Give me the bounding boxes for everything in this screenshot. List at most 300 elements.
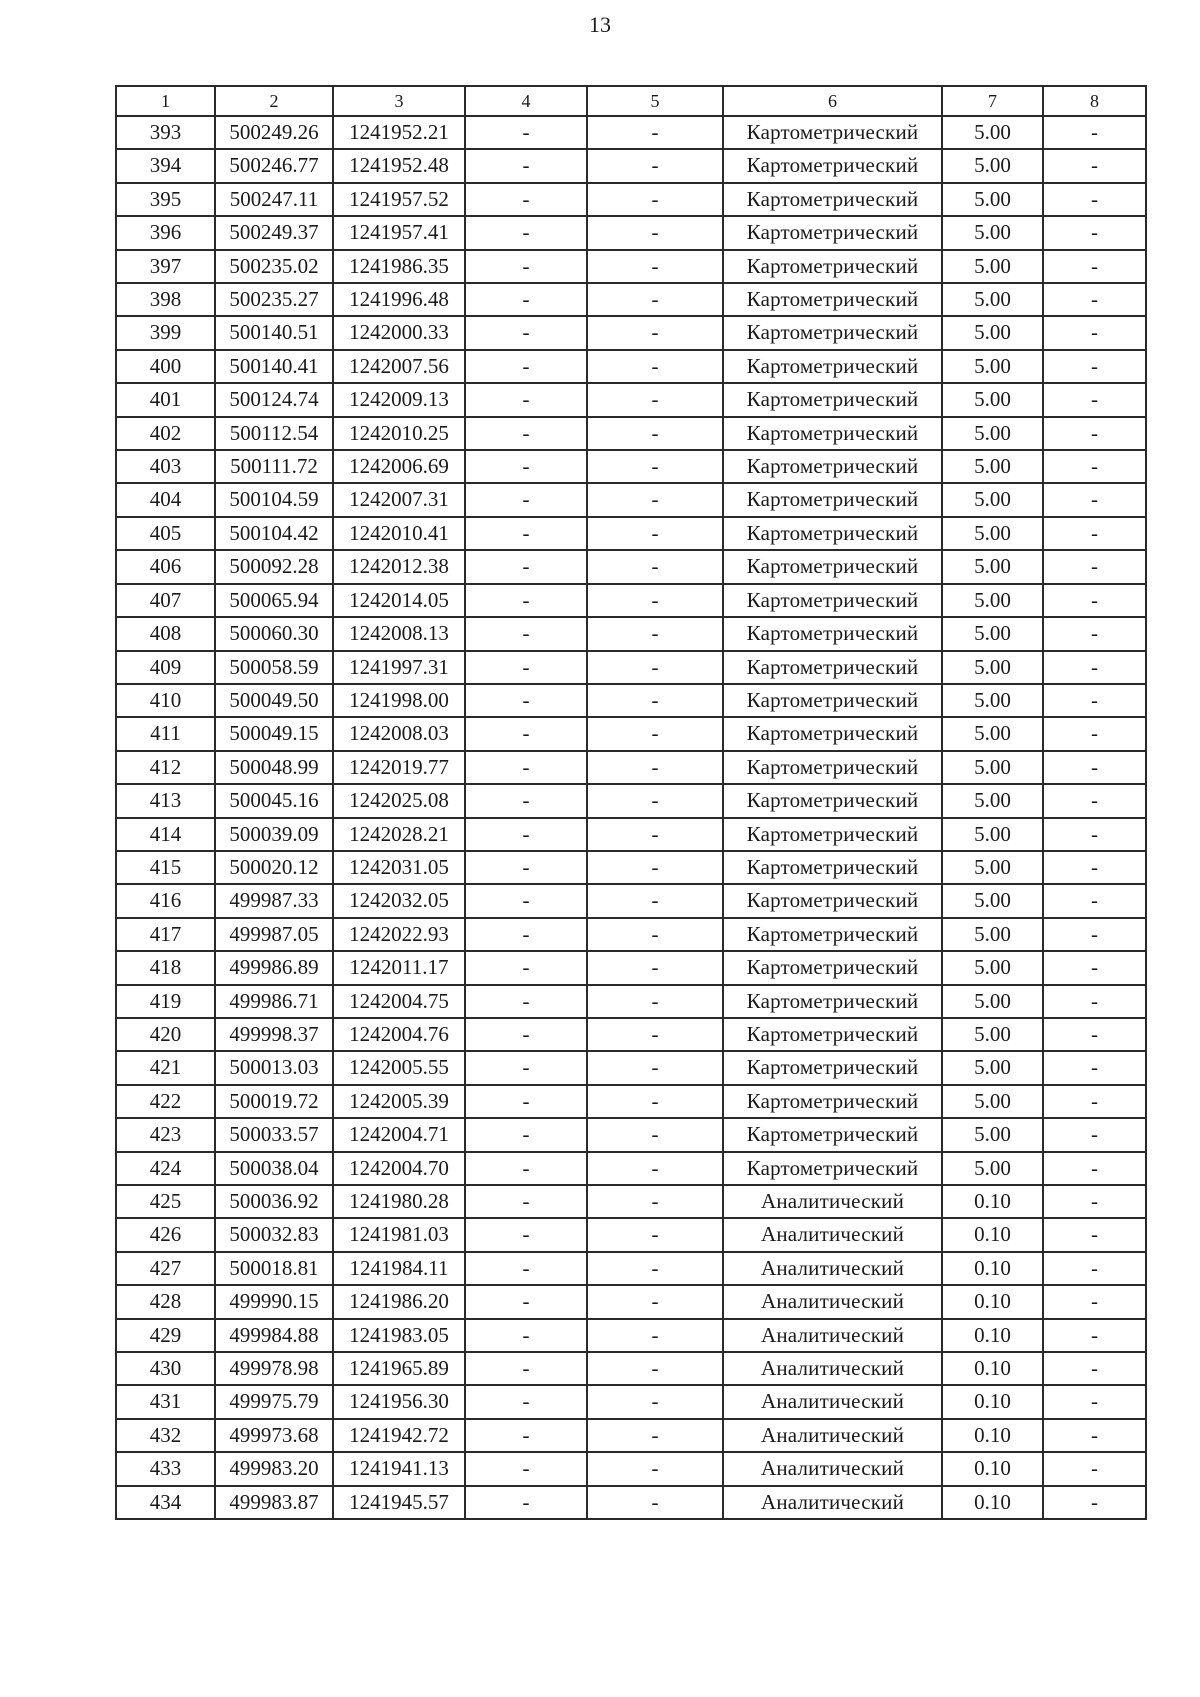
col8-cell: -	[1043, 216, 1146, 249]
col8-cell: -	[1043, 116, 1146, 149]
col5-cell: -	[587, 1486, 723, 1519]
point-number-cell: 396	[116, 216, 215, 249]
col5-cell: -	[587, 584, 723, 617]
point-number-cell: 409	[116, 651, 215, 684]
accuracy-cell: 5.00	[942, 550, 1043, 583]
col5-cell: -	[587, 1319, 723, 1352]
method-cell: Аналитический	[723, 1185, 942, 1218]
col5-cell: -	[587, 818, 723, 851]
x-coordinate-cell: 500249.26	[215, 116, 333, 149]
point-number-cell: 427	[116, 1252, 215, 1285]
x-coordinate-cell: 499984.88	[215, 1319, 333, 1352]
table-row	[116, 383, 1146, 416]
x-coordinate-cell: 500246.77	[215, 149, 333, 182]
y-coordinate-cell: 1241981.03	[333, 1218, 465, 1251]
point-number-cell: 412	[116, 751, 215, 784]
accuracy-cell: 0.10	[942, 1252, 1043, 1285]
x-coordinate-cell: 500140.41	[215, 350, 333, 383]
col8-cell: -	[1043, 684, 1146, 717]
table-row	[116, 250, 1146, 283]
table-row	[116, 1285, 1146, 1318]
column-header-7: 7	[942, 86, 1043, 116]
col5-cell: -	[587, 1085, 723, 1118]
accuracy-cell: 5.00	[942, 751, 1043, 784]
x-coordinate-cell: 499998.37	[215, 1018, 333, 1051]
col5-cell: -	[587, 684, 723, 717]
col8-cell: -	[1043, 584, 1146, 617]
col5-cell: -	[587, 283, 723, 316]
x-coordinate-cell: 499987.05	[215, 918, 333, 951]
col5-cell: -	[587, 1352, 723, 1385]
method-cell: Картометрический	[723, 651, 942, 684]
y-coordinate-cell: 1241942.72	[333, 1419, 465, 1452]
col8-cell: -	[1043, 1385, 1146, 1418]
col5-cell: -	[587, 1018, 723, 1051]
point-number-cell: 399	[116, 316, 215, 349]
y-coordinate-cell: 1242004.75	[333, 985, 465, 1018]
col5-cell: -	[587, 383, 723, 416]
x-coordinate-cell: 499983.20	[215, 1452, 333, 1485]
y-coordinate-cell: 1241998.00	[333, 684, 465, 717]
col4-cell: -	[465, 1218, 587, 1251]
y-coordinate-cell: 1242006.69	[333, 450, 465, 483]
table-row	[116, 116, 1146, 149]
x-coordinate-cell: 500058.59	[215, 651, 333, 684]
col4-cell: -	[465, 918, 587, 951]
accuracy-cell: 5.00	[942, 283, 1043, 316]
col8-cell: -	[1043, 1051, 1146, 1084]
method-cell: Картометрический	[723, 784, 942, 817]
x-coordinate-cell: 500140.51	[215, 316, 333, 349]
method-cell: Картометрический	[723, 1085, 942, 1118]
x-coordinate-cell: 499990.15	[215, 1285, 333, 1318]
y-coordinate-cell: 1241952.21	[333, 116, 465, 149]
col8-cell: -	[1043, 1352, 1146, 1385]
y-coordinate-cell: 1242004.71	[333, 1118, 465, 1151]
y-coordinate-cell: 1241945.57	[333, 1486, 465, 1519]
table-row	[116, 884, 1146, 917]
col5-cell: -	[587, 417, 723, 450]
col4-cell: -	[465, 316, 587, 349]
col4-cell: -	[465, 483, 587, 516]
point-number-cell: 433	[116, 1452, 215, 1485]
x-coordinate-cell: 500049.15	[215, 717, 333, 750]
col5-cell: -	[587, 985, 723, 1018]
col5-cell: -	[587, 250, 723, 283]
table-row	[116, 1385, 1146, 1418]
col8-cell: -	[1043, 1218, 1146, 1251]
y-coordinate-cell: 1241980.28	[333, 1185, 465, 1218]
x-coordinate-cell: 500036.92	[215, 1185, 333, 1218]
table-row	[116, 851, 1146, 884]
y-coordinate-cell: 1241983.05	[333, 1319, 465, 1352]
col5-cell: -	[587, 918, 723, 951]
method-cell: Картометрический	[723, 116, 942, 149]
x-coordinate-cell: 499987.33	[215, 884, 333, 917]
table-row	[116, 316, 1146, 349]
col8-cell: -	[1043, 1018, 1146, 1051]
table-row	[116, 283, 1146, 316]
y-coordinate-cell: 1242004.70	[333, 1152, 465, 1185]
x-coordinate-cell: 500092.28	[215, 550, 333, 583]
col5-cell: -	[587, 651, 723, 684]
x-coordinate-cell: 499973.68	[215, 1419, 333, 1452]
col8-cell: -	[1043, 851, 1146, 884]
accuracy-cell: 5.00	[942, 183, 1043, 216]
col5-cell: -	[587, 316, 723, 349]
y-coordinate-cell: 1242028.21	[333, 818, 465, 851]
method-cell: Картометрический	[723, 283, 942, 316]
method-cell: Аналитический	[723, 1419, 942, 1452]
point-number-cell: 419	[116, 985, 215, 1018]
x-coordinate-cell: 499975.79	[215, 1385, 333, 1418]
point-number-cell: 415	[116, 851, 215, 884]
col8-cell: -	[1043, 283, 1146, 316]
point-number-cell: 402	[116, 417, 215, 450]
x-coordinate-cell: 500045.16	[215, 784, 333, 817]
table-row	[116, 1085, 1146, 1118]
method-cell: Картометрический	[723, 985, 942, 1018]
y-coordinate-cell: 1241986.35	[333, 250, 465, 283]
point-number-cell: 428	[116, 1285, 215, 1318]
col4-cell: -	[465, 1419, 587, 1452]
accuracy-cell: 0.10	[942, 1385, 1043, 1418]
accuracy-cell: 5.00	[942, 116, 1043, 149]
col5-cell: -	[587, 951, 723, 984]
y-coordinate-cell: 1241997.31	[333, 651, 465, 684]
col5-cell: -	[587, 1118, 723, 1151]
method-cell: Аналитический	[723, 1352, 942, 1385]
col8-cell: -	[1043, 1419, 1146, 1452]
method-cell: Картометрический	[723, 149, 942, 182]
col8-cell: -	[1043, 818, 1146, 851]
table-row	[116, 1218, 1146, 1251]
col4-cell: -	[465, 1018, 587, 1051]
col4-cell: -	[465, 617, 587, 650]
x-coordinate-cell: 500020.12	[215, 851, 333, 884]
method-cell: Картометрический	[723, 851, 942, 884]
accuracy-cell: 0.10	[942, 1352, 1043, 1385]
point-number-cell: 406	[116, 550, 215, 583]
accuracy-cell: 5.00	[942, 584, 1043, 617]
col4-cell: -	[465, 216, 587, 249]
col4-cell: -	[465, 250, 587, 283]
accuracy-cell: 5.00	[942, 818, 1043, 851]
col8-cell: -	[1043, 316, 1146, 349]
col5-cell: -	[587, 751, 723, 784]
col5-cell: -	[587, 1152, 723, 1185]
accuracy-cell: 5.00	[942, 1051, 1043, 1084]
y-coordinate-cell: 1242005.55	[333, 1051, 465, 1084]
table-row	[116, 450, 1146, 483]
table-row	[116, 818, 1146, 851]
col4-cell: -	[465, 149, 587, 182]
method-cell: Картометрический	[723, 450, 942, 483]
col4-cell: -	[465, 283, 587, 316]
col4-cell: -	[465, 1452, 587, 1485]
col4-cell: -	[465, 1085, 587, 1118]
col4-cell: -	[465, 1118, 587, 1151]
col8-cell: -	[1043, 1085, 1146, 1118]
col8-cell: -	[1043, 784, 1146, 817]
col8-cell: -	[1043, 717, 1146, 750]
accuracy-cell: 5.00	[942, 316, 1043, 349]
col5-cell: -	[587, 784, 723, 817]
y-coordinate-cell: 1241956.30	[333, 1385, 465, 1418]
method-cell: Картометрический	[723, 884, 942, 917]
column-header-2: 2	[215, 86, 333, 116]
accuracy-cell: 5.00	[942, 1085, 1043, 1118]
accuracy-cell: 0.10	[942, 1486, 1043, 1519]
point-number-cell: 426	[116, 1218, 215, 1251]
col8-cell: -	[1043, 1452, 1146, 1485]
accuracy-cell: 5.00	[942, 717, 1043, 750]
y-coordinate-cell: 1242007.31	[333, 483, 465, 516]
point-number-cell: 414	[116, 818, 215, 851]
accuracy-cell: 5.00	[942, 951, 1043, 984]
col4-cell: -	[465, 1385, 587, 1418]
x-coordinate-cell: 500032.83	[215, 1218, 333, 1251]
col5-cell: -	[587, 884, 723, 917]
accuracy-cell: 5.00	[942, 350, 1043, 383]
x-coordinate-cell: 499986.71	[215, 985, 333, 1018]
col8-cell: -	[1043, 250, 1146, 283]
col5-cell: -	[587, 851, 723, 884]
y-coordinate-cell: 1241965.89	[333, 1352, 465, 1385]
col8-cell: -	[1043, 751, 1146, 784]
point-number-cell: 394	[116, 149, 215, 182]
accuracy-cell: 5.00	[942, 216, 1043, 249]
accuracy-cell: 5.00	[942, 483, 1043, 516]
x-coordinate-cell: 500039.09	[215, 818, 333, 851]
table-row	[116, 1252, 1146, 1285]
point-number-cell: 420	[116, 1018, 215, 1051]
accuracy-cell: 5.00	[942, 617, 1043, 650]
method-cell: Аналитический	[723, 1385, 942, 1418]
col4-cell: -	[465, 818, 587, 851]
method-cell: Картометрический	[723, 316, 942, 349]
y-coordinate-cell: 1242011.17	[333, 951, 465, 984]
x-coordinate-cell: 500235.27	[215, 283, 333, 316]
col4-cell: -	[465, 584, 587, 617]
y-coordinate-cell: 1242025.08	[333, 784, 465, 817]
col4-cell: -	[465, 450, 587, 483]
col5-cell: -	[587, 1051, 723, 1084]
col4-cell: -	[465, 116, 587, 149]
method-cell: Картометрический	[723, 183, 942, 216]
col4-cell: -	[465, 717, 587, 750]
col8-cell: -	[1043, 483, 1146, 516]
y-coordinate-cell: 1242008.03	[333, 717, 465, 750]
accuracy-cell: 5.00	[942, 684, 1043, 717]
method-cell: Аналитический	[723, 1285, 942, 1318]
col8-cell: -	[1043, 1252, 1146, 1285]
col4-cell: -	[465, 1051, 587, 1084]
y-coordinate-cell: 1242007.56	[333, 350, 465, 383]
y-coordinate-cell: 1242005.39	[333, 1085, 465, 1118]
table-row	[116, 684, 1146, 717]
col8-cell: -	[1043, 918, 1146, 951]
point-number-cell: 410	[116, 684, 215, 717]
col8-cell: -	[1043, 350, 1146, 383]
method-cell: Картометрический	[723, 1051, 942, 1084]
point-number-cell: 400	[116, 350, 215, 383]
point-number-cell: 407	[116, 584, 215, 617]
col8-cell: -	[1043, 951, 1146, 984]
col4-cell: -	[465, 550, 587, 583]
col5-cell: -	[587, 517, 723, 550]
accuracy-cell: 5.00	[942, 1018, 1043, 1051]
y-coordinate-cell: 1241996.48	[333, 283, 465, 316]
table-row	[116, 183, 1146, 216]
col8-cell: -	[1043, 985, 1146, 1018]
accuracy-cell: 0.10	[942, 1218, 1043, 1251]
point-number-cell: 408	[116, 617, 215, 650]
point-number-cell: 422	[116, 1085, 215, 1118]
point-number-cell: 411	[116, 717, 215, 750]
method-cell: Картометрический	[723, 216, 942, 249]
method-cell: Картометрический	[723, 250, 942, 283]
point-number-cell: 424	[116, 1152, 215, 1185]
y-coordinate-cell: 1242012.38	[333, 550, 465, 583]
col4-cell: -	[465, 1185, 587, 1218]
method-cell: Картометрический	[723, 751, 942, 784]
accuracy-cell: 5.00	[942, 417, 1043, 450]
table-row	[116, 1152, 1146, 1185]
point-number-cell: 398	[116, 283, 215, 316]
col4-cell: -	[465, 1352, 587, 1385]
accuracy-cell: 5.00	[942, 918, 1043, 951]
point-number-cell: 434	[116, 1486, 215, 1519]
table-row	[116, 751, 1146, 784]
col8-cell: -	[1043, 183, 1146, 216]
table-row	[116, 1452, 1146, 1485]
col4-cell: -	[465, 183, 587, 216]
col8-cell: -	[1043, 383, 1146, 416]
accuracy-cell: 0.10	[942, 1419, 1043, 1452]
table-header	[116, 86, 1146, 116]
col8-cell: -	[1043, 1185, 1146, 1218]
accuracy-cell: 5.00	[942, 1118, 1043, 1151]
x-coordinate-cell: 500033.57	[215, 1118, 333, 1151]
col5-cell: -	[587, 149, 723, 182]
column-header-3: 3	[333, 86, 465, 116]
y-coordinate-cell: 1241952.48	[333, 149, 465, 182]
table-row	[116, 651, 1146, 684]
point-number-cell: 425	[116, 1185, 215, 1218]
method-cell: Картометрический	[723, 517, 942, 550]
point-number-cell: 430	[116, 1352, 215, 1385]
method-cell: Аналитический	[723, 1452, 942, 1485]
y-coordinate-cell: 1241957.52	[333, 183, 465, 216]
point-number-cell: 416	[116, 884, 215, 917]
col8-cell: -	[1043, 651, 1146, 684]
y-coordinate-cell: 1242014.05	[333, 584, 465, 617]
table-row	[116, 517, 1146, 550]
method-cell: Картометрический	[723, 350, 942, 383]
column-header-6: 6	[723, 86, 942, 116]
y-coordinate-cell: 1242032.05	[333, 884, 465, 917]
y-coordinate-cell: 1242019.77	[333, 751, 465, 784]
point-number-cell: 405	[116, 517, 215, 550]
point-number-cell: 418	[116, 951, 215, 984]
point-number-cell: 397	[116, 250, 215, 283]
point-number-cell: 403	[116, 450, 215, 483]
point-number-cell: 432	[116, 1419, 215, 1452]
col5-cell: -	[587, 617, 723, 650]
table-row	[116, 1118, 1146, 1151]
point-number-cell: 423	[116, 1118, 215, 1151]
col8-cell: -	[1043, 149, 1146, 182]
table-row	[116, 784, 1146, 817]
col8-cell: -	[1043, 417, 1146, 450]
accuracy-cell: 0.10	[942, 1185, 1043, 1218]
point-number-cell: 431	[116, 1385, 215, 1418]
method-cell: Картометрический	[723, 1152, 942, 1185]
col4-cell: -	[465, 884, 587, 917]
method-cell: Картометрический	[723, 550, 942, 583]
col5-cell: -	[587, 350, 723, 383]
y-coordinate-cell: 1242008.13	[333, 617, 465, 650]
accuracy-cell: 5.00	[942, 450, 1043, 483]
col4-cell: -	[465, 1252, 587, 1285]
y-coordinate-cell: 1242022.93	[333, 918, 465, 951]
accuracy-cell: 5.00	[942, 851, 1043, 884]
header-row	[116, 86, 1146, 116]
table-row	[116, 985, 1146, 1018]
col4-cell: -	[465, 851, 587, 884]
accuracy-cell: 5.00	[942, 517, 1043, 550]
method-cell: Картометрический	[723, 617, 942, 650]
table-row	[116, 483, 1146, 516]
x-coordinate-cell: 500249.37	[215, 216, 333, 249]
y-coordinate-cell: 1241984.11	[333, 1252, 465, 1285]
x-coordinate-cell: 500104.59	[215, 483, 333, 516]
col8-cell: -	[1043, 1285, 1146, 1318]
col5-cell: -	[587, 450, 723, 483]
y-coordinate-cell: 1241957.41	[333, 216, 465, 249]
col4-cell: -	[465, 517, 587, 550]
y-coordinate-cell: 1241986.20	[333, 1285, 465, 1318]
accuracy-cell: 5.00	[942, 383, 1043, 416]
y-coordinate-cell: 1242000.33	[333, 316, 465, 349]
table-row	[116, 350, 1146, 383]
y-coordinate-cell: 1242010.25	[333, 417, 465, 450]
y-coordinate-cell: 1242031.05	[333, 851, 465, 884]
col4-cell: -	[465, 985, 587, 1018]
col8-cell: -	[1043, 1118, 1146, 1151]
col5-cell: -	[587, 1452, 723, 1485]
accuracy-cell: 5.00	[942, 1152, 1043, 1185]
col5-cell: -	[587, 1419, 723, 1452]
col5-cell: -	[587, 717, 723, 750]
x-coordinate-cell: 500048.99	[215, 751, 333, 784]
page-number: 13	[589, 12, 611, 37]
x-coordinate-cell: 499978.98	[215, 1352, 333, 1385]
table-row	[116, 584, 1146, 617]
col4-cell: -	[465, 684, 587, 717]
y-coordinate-cell: 1242009.13	[333, 383, 465, 416]
col5-cell: -	[587, 1185, 723, 1218]
col8-cell: -	[1043, 1319, 1146, 1352]
method-cell: Картометрический	[723, 417, 942, 450]
method-cell: Аналитический	[723, 1252, 942, 1285]
method-cell: Картометрический	[723, 818, 942, 851]
method-cell: Картометрический	[723, 483, 942, 516]
col4-cell: -	[465, 1152, 587, 1185]
point-number-cell: 417	[116, 918, 215, 951]
method-cell: Картометрический	[723, 951, 942, 984]
